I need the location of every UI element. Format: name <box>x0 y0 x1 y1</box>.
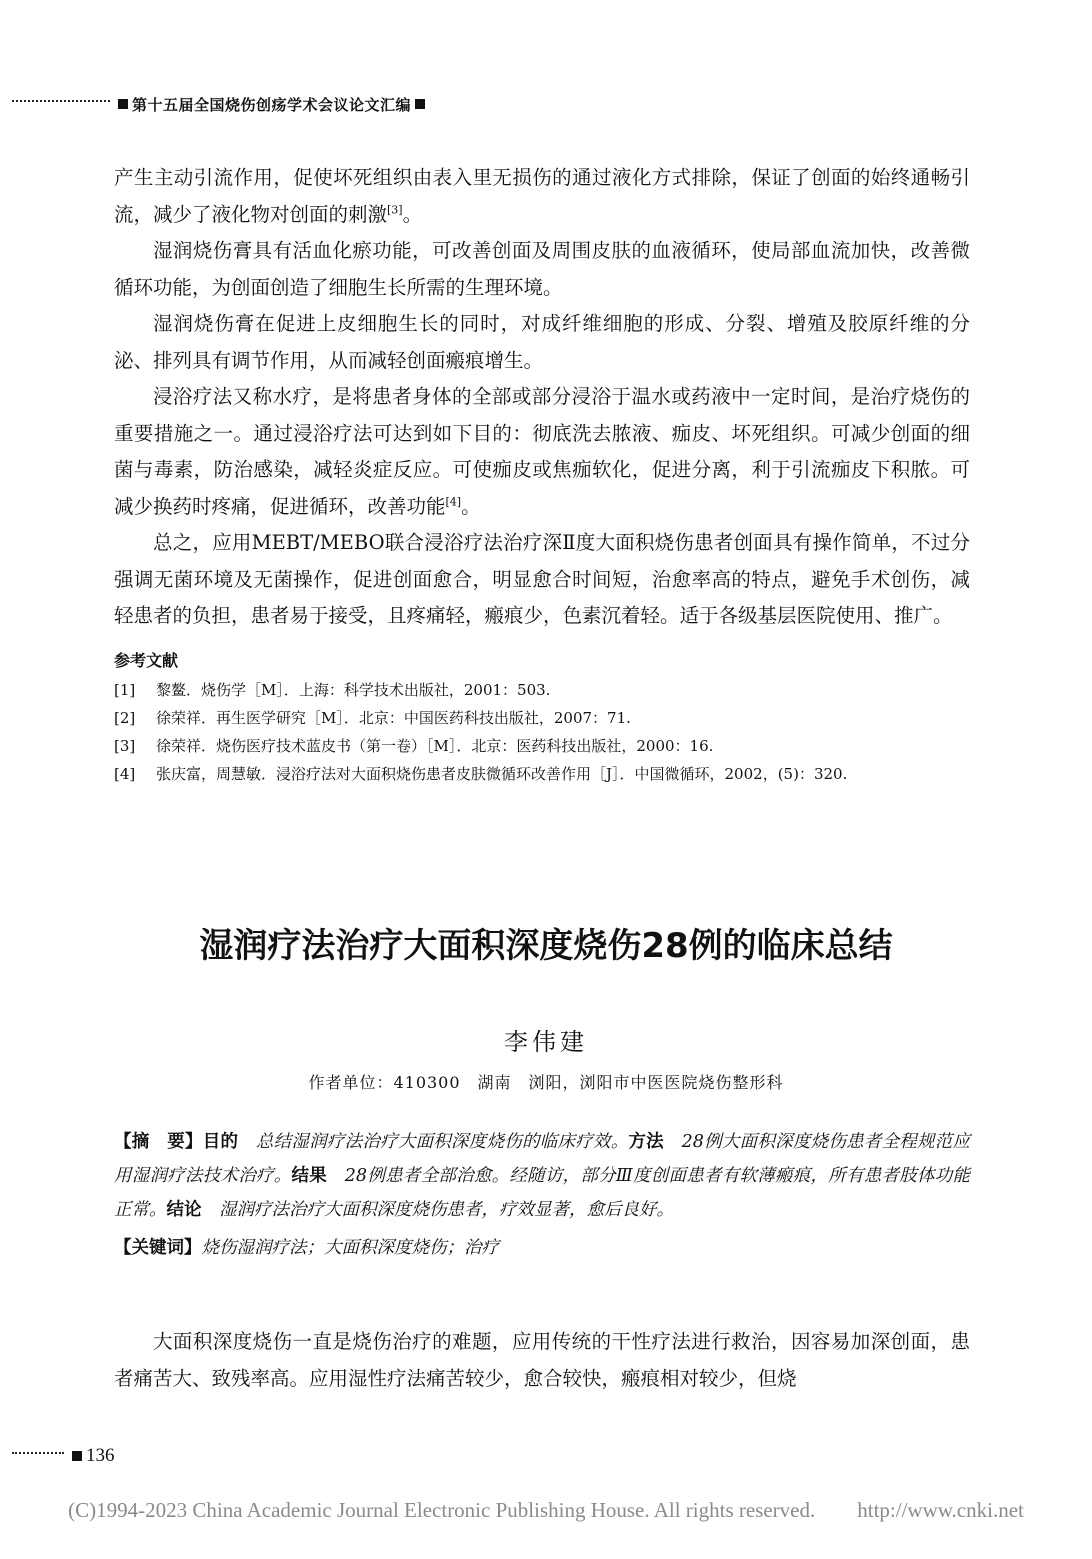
abstract <box>114 1125 970 1265</box>
author-name: 李伟建 <box>504 1028 588 1056</box>
reference-item: [4] 张庆富，周慧敏．浸浴疗法对大面积烧伤患者皮肤微循环改善作用［J］．中国微循环，2002，(5)：320. <box>114 765 848 783</box>
copyright-notice: (C)1994-2023 China Academic Journal Electronic Publishing House. All rights reserved. http://www.cnki.net <box>68 1498 1024 1522</box>
reference-item: [1] 黎鳌．烧伤学［M］．上海：科学技术出版社，2001：503. <box>114 681 551 699</box>
header-text: 第十五届全国烧伤创疡学术会议论文汇编 <box>132 95 412 114</box>
keywords: 【关键词】烧伤湿润疗法；大面积深度烧伤；治疗 <box>114 1238 499 1258</box>
abstract-body: 【摘 要】目的 总结湿润疗法治疗大面积深度烧伤的临床疗效。方法 28例大面积深度烧伤患者全程规范应用湿润疗法技术治疗。结果 28例患者全部治愈。经随访，部分Ⅲ度创面患者有软薄瘢痕，所有患者肢体功能正常。结论 湿润疗法治疗大面积深度烧伤患者，疗效显著，愈后良好。 <box>114 1132 971 1220</box>
author-affiliation: 作者单位：410300 湖南 浏阳，浏阳市中医医院烧伤整形科 <box>308 1073 784 1092</box>
article-title: 湿润疗法治疗大面积深度烧伤28例的临床总结 <box>199 926 893 966</box>
article-intro <box>114 1324 970 1397</box>
leader-dots <box>12 1452 64 1454</box>
citation: [3] <box>387 203 403 216</box>
page-footer <box>12 1445 115 1467</box>
leader-dots <box>12 100 110 102</box>
references-title: 参考文献 <box>114 651 179 670</box>
paragraph: 湿润烧伤膏在促进上皮细胞生长的同时，对成纤维细胞的形成、分裂、增殖及胶原纤维的分泌、排列具有调节作用，从而减轻创面瘢痕增生。 <box>114 312 970 372</box>
running-header <box>12 92 612 116</box>
page-number: 136 <box>86 1445 115 1466</box>
paragraph: 大面积深度烧伤一直是烧伤治疗的难题，应用传统的干性疗法进行救治，因容易加深创面，患者痛苦大、致残率高。应用湿性疗法痛苦较少，愈合较快，瘢痕相对较少，但烧 <box>114 1330 970 1390</box>
paragraph: 产生主动引流作用，促使坏死组织由表入里无损伤的通过液化方式排除，保证了创面的始终通畅引流，减少了液化物对创面的刺激[3]。 <box>114 166 970 226</box>
square-bullet-icon <box>415 99 425 109</box>
continued-body <box>114 160 970 635</box>
square-bullet-icon <box>118 99 128 109</box>
citation: [4] <box>445 495 462 508</box>
paragraph: 总之，应用MEBT/MEBO联合浸浴疗法治疗深Ⅱ度大面积烧伤患者创面具有操作简单，不过分强调无菌环境及无菌操作，促进创面愈合，明显愈合时间短，治愈率高的特点，避免手术创伤，减轻患者的负担，患者易于接受，且疼痛轻，瘢痕少，色素沉着轻。适于各级基层医院使用、推广。 <box>114 531 970 627</box>
paragraph: 浸浴疗法又称水疗，是将患者身体的全部或部分浸浴于温水或药液中一定时间，是治疗烧伤的重要措施之一。通过浸浴疗法可达到如下目的：彻底洗去脓液、痂皮、坏死组织。可减少创面的细菌与毒素，防治感染，减轻炎症反应。可使痂皮或焦痂软化，促进分离，利于引流痂皮下积脓。可减少换药时疼痛，促进循环，改善功能[4]。 <box>114 385 970 518</box>
paragraph: 湿润烧伤膏具有活血化瘀功能，可改善创面及周围皮肤的血液循环，使局部血流加快，改善微循环功能，为创面创造了细胞生长所需的生理环境。 <box>114 239 970 299</box>
reference-item: [2] 徐荣祥．再生医学研究［M］．北京：中国医药科技出版社，2007：71. <box>114 709 631 727</box>
square-bullet-icon <box>72 1451 82 1461</box>
reference-item: [3] 徐荣祥．烧伤医疗技术蓝皮书（第一卷）［M］．北京：医药科技出版社，2000：16. <box>114 737 714 755</box>
references-list <box>114 676 974 788</box>
